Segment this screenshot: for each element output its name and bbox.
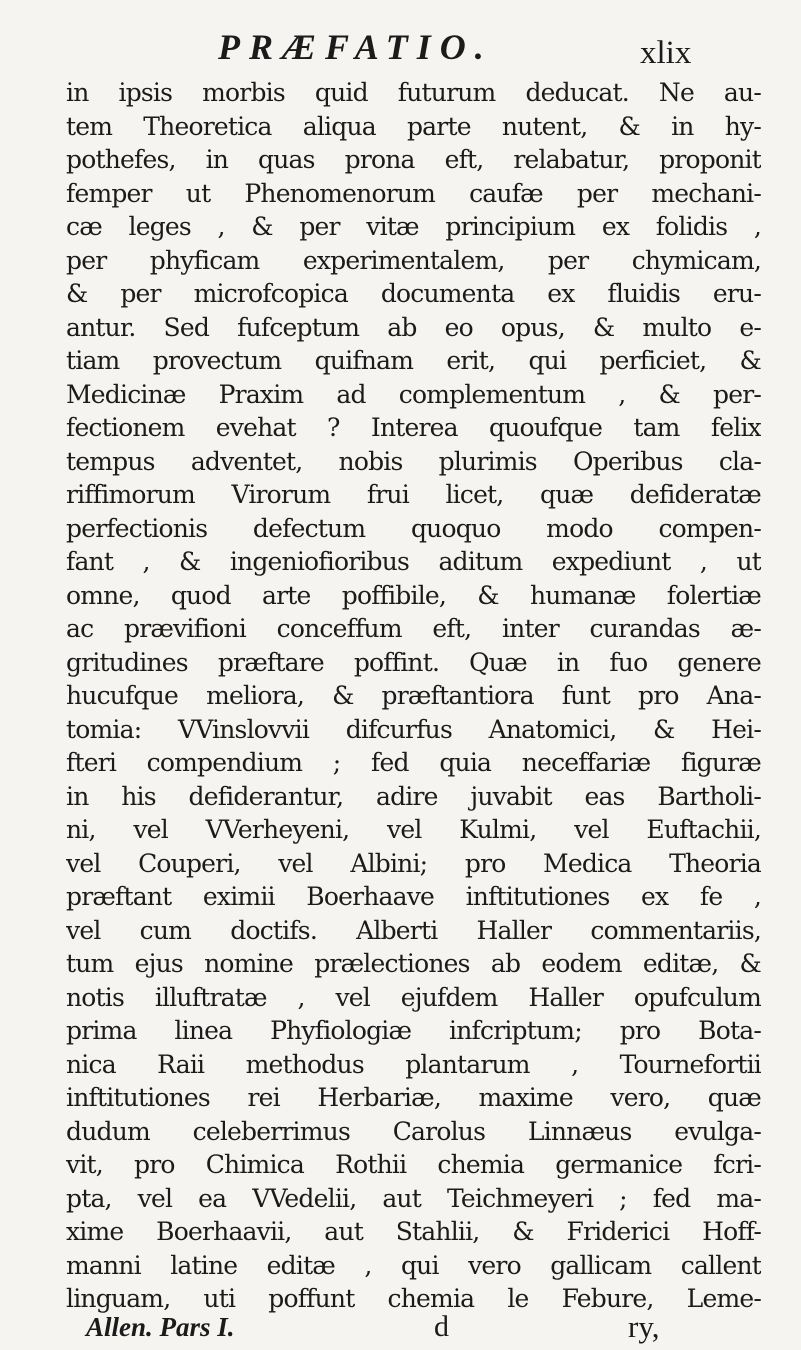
text-line: & per microfcopica documenta ex fluidis eru- xyxy=(66,279,761,308)
text-line: omne, quod arte poffibile, & humanæ folertiæ xyxy=(66,580,761,610)
text-line: tiam provectum quifnam erit, qui perficiet, & xyxy=(66,346,761,375)
text-line: cæ leges , & per vitæ principium ex folidis , xyxy=(66,212,761,241)
text-line: per phyficam experimentalem, per chymicam, xyxy=(66,245,761,275)
text-line: prima linea Phyfiologiæ infcriptum; pro Bota- xyxy=(66,1016,761,1045)
text-line: hucufque meliora, & præftantiora funt pro Ana- xyxy=(66,681,761,710)
text-line: inftitutiones rei Herbariæ, maxime vero, quæ xyxy=(66,1083,761,1112)
page-header xyxy=(0,22,801,72)
text-line: riffimorum Virorum frui licet, quæ defideratæ xyxy=(66,480,761,509)
text-line: xime Boerhaavii, aut Stahlii, & Friderici Hoff- xyxy=(66,1217,761,1246)
text-line: manni latine editæ , qui vero gallicam callent xyxy=(66,1250,761,1280)
text-line: dudum celeberrimus Carolus Linnæus evulga- xyxy=(66,1116,761,1146)
text-line: linguam, uti poffunt chemia le Febure, Leme- xyxy=(66,1284,761,1313)
text-line: in ipsis morbis quid futurum deducat. Ne au- xyxy=(66,78,761,107)
footer-catchword-right: ry, xyxy=(628,1309,660,1344)
body-text xyxy=(66,76,761,1316)
text-line: tum ejus nomine prælectiones ab eodem editæ, & xyxy=(66,949,761,978)
text-line: femper ut Phenomenorum caufæ per mechani- xyxy=(66,178,761,208)
text-line: Medicinæ Praxim ad complementum , & per- xyxy=(66,379,761,409)
text-line: tempus adventet, nobis plurimis Operibus cla- xyxy=(66,446,761,476)
text-line: præftant eximii Boerhaave inftitutiones ex fe , xyxy=(66,882,761,911)
text-line: fectionem evehat ? Interea quoufque tam felix xyxy=(66,413,761,442)
text-line: vit, pro Chimica Rothii chemia germanice fcri- xyxy=(66,1150,761,1179)
text-line: pothefes, in quas prona eft, relabatur, proponit xyxy=(66,145,761,174)
text-line: fteri compendium ; fed quia neceffariæ figuræ xyxy=(66,748,761,777)
text-line: pta, vel ea VVedelii, aut Teichmeyeri ; fed ma- xyxy=(66,1183,761,1213)
text-line: perfectionis defectum quoquo modo compen- xyxy=(66,513,761,543)
text-line: notis illuftratæ , vel ejufdem Haller opufculum xyxy=(66,982,761,1012)
running-title: PRÆFATIO. xyxy=(218,27,493,67)
text-line: in his defiderantur, adire juvabit eas Bartholi- xyxy=(66,781,761,811)
text-line: gritudines præftare poffint. Quæ in fuo genere xyxy=(66,647,761,677)
text-line: vel cum doctifs. Alberti Haller commentariis, xyxy=(66,915,761,945)
page-footer xyxy=(66,1310,761,1346)
page-number: xlix xyxy=(640,35,692,71)
text-line: vel Couperi, vel Albini; pro Medica Theoria xyxy=(66,848,761,878)
footer-catchword-left: Allen. Pars I. xyxy=(86,1312,235,1342)
text-line: nica Raii methodus plantarum , Tournefortii xyxy=(66,1049,761,1079)
signature-mark: d xyxy=(434,1310,449,1343)
text-line: antur. Sed fufceptum ab eo opus, & multo e- xyxy=(66,312,761,342)
text-line: fant , & ingeniofioribus aditum expediunt , ut xyxy=(66,547,761,576)
text-line: tem Theoretica aliqua parte nutent, & in hy- xyxy=(66,111,761,141)
text-line: ni, vel VVerheyeni, vel Kulmi, vel Euftachii, xyxy=(66,815,761,844)
text-line: tomia: VVinslovvii difcurfus Anatomici, & Hei- xyxy=(66,714,761,744)
text-line: ac prævifioni conceffum eft, inter curandas æ- xyxy=(66,614,761,643)
